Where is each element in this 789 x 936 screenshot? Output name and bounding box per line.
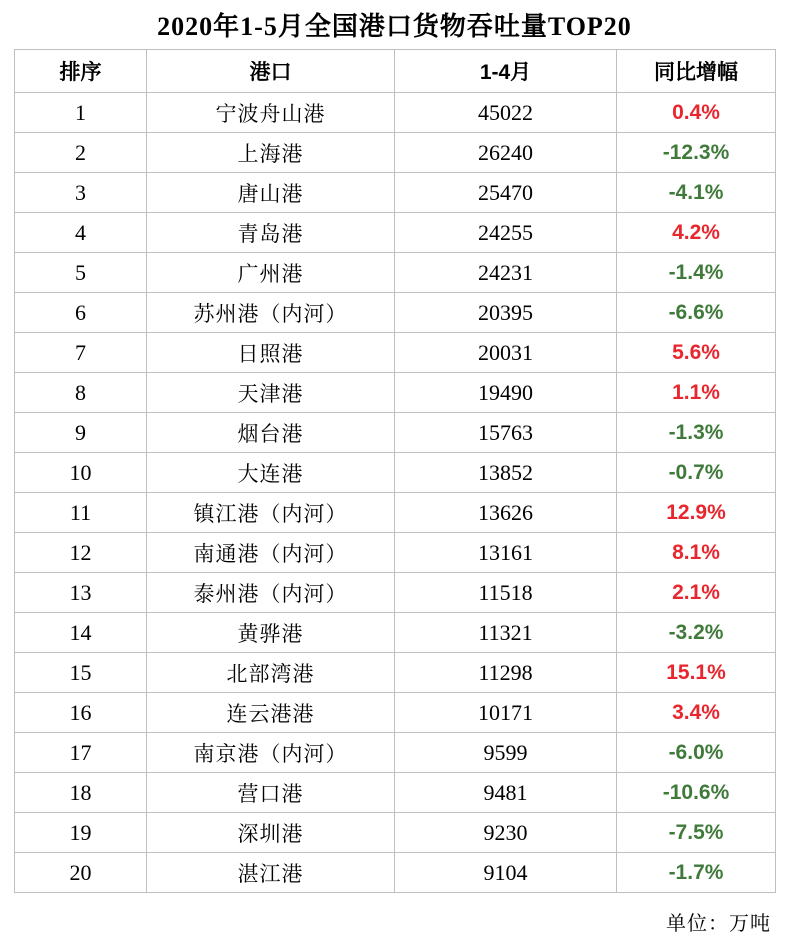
cell-value: 9104 [395,853,617,893]
cell-port: 深圳港 [147,813,395,853]
cell-port: 黄骅港 [147,613,395,653]
table-row [15,293,776,333]
column-header-rank: 排序 [15,50,147,93]
table-row [15,773,776,813]
cell-port: 日照港 [147,333,395,373]
cell-yoy: -0.7% [617,453,776,493]
cell-port: 湛江港 [147,853,395,893]
cell-rank: 4 [15,213,147,253]
cell-yoy: 3.4% [617,693,776,733]
cell-value: 13161 [395,533,617,573]
cell-value: 9599 [395,733,617,773]
table-row [15,333,776,373]
cell-yoy: -12.3% [617,133,776,173]
cell-port: 青岛港 [147,213,395,253]
cell-port: 天津港 [147,373,395,413]
cell-rank: 5 [15,253,147,293]
cell-rank: 10 [15,453,147,493]
cell-port: 烟台港 [147,413,395,453]
cell-rank: 6 [15,293,147,333]
cell-yoy: -3.2% [617,613,776,653]
table-row [15,653,776,693]
cell-rank: 11 [15,493,147,533]
cell-yoy: 8.1% [617,533,776,573]
cell-value: 20395 [395,293,617,333]
cell-yoy: 15.1% [617,653,776,693]
cell-rank: 17 [15,733,147,773]
cell-rank: 16 [15,693,147,733]
cell-value: 15763 [395,413,617,453]
cell-rank: 13 [15,573,147,613]
table-row [15,853,776,893]
cell-rank: 9 [15,413,147,453]
cell-value: 9481 [395,773,617,813]
cell-port: 连云港港 [147,693,395,733]
cell-port: 镇江港（内河） [147,493,395,533]
table-row [15,573,776,613]
cell-yoy: -1.3% [617,413,776,453]
cell-port: 广州港 [147,253,395,293]
cell-port: 营口港 [147,773,395,813]
port-throughput-table [14,49,776,893]
cell-yoy: -7.5% [617,813,776,853]
cell-value: 13626 [395,493,617,533]
cell-rank: 8 [15,373,147,413]
cell-port: 大连港 [147,453,395,493]
table-row [15,733,776,773]
table-row [15,93,776,133]
table-row [15,413,776,453]
cell-yoy: -6.0% [617,733,776,773]
table-row [15,173,776,213]
table-row [15,613,776,653]
cell-yoy: -10.6% [617,773,776,813]
cell-value: 13852 [395,453,617,493]
table-row [15,533,776,573]
table-header [15,50,776,93]
cell-yoy: 1.1% [617,373,776,413]
cell-rank: 12 [15,533,147,573]
cell-yoy: 4.2% [617,213,776,253]
cell-port: 泰州港（内河） [147,573,395,613]
cell-port: 上海港 [147,133,395,173]
cell-value: 25470 [395,173,617,213]
cell-rank: 14 [15,613,147,653]
table-row [15,693,776,733]
cell-value: 26240 [395,133,617,173]
table-row [15,493,776,533]
unit-note: 单位：万吨 [666,913,771,935]
cell-rank: 1 [15,93,147,133]
page-title: 2020年1-5月全国港口货物吞吐量TOP20 [157,12,632,41]
column-header-port: 港口 [147,50,395,93]
cell-port: 北部湾港 [147,653,395,693]
cell-yoy: -4.1% [617,173,776,213]
cell-value: 20031 [395,333,617,373]
cell-port: 南京港（内河） [147,733,395,773]
cell-port: 苏州港（内河） [147,293,395,333]
cell-value: 9230 [395,813,617,853]
cell-value: 24255 [395,213,617,253]
table-header-row [15,50,776,93]
cell-value: 11518 [395,573,617,613]
cell-rank: 15 [15,653,147,693]
cell-rank: 7 [15,333,147,373]
cell-port: 唐山港 [147,173,395,213]
cell-value: 24231 [395,253,617,293]
cell-yoy: -1.4% [617,253,776,293]
table-row [15,133,776,173]
table-body [15,93,776,893]
cell-yoy: -1.7% [617,853,776,893]
table-row [15,453,776,493]
cell-yoy: 2.1% [617,573,776,613]
column-header-yoy: 同比增幅 [617,50,776,93]
cell-rank: 19 [15,813,147,853]
cell-value: 19490 [395,373,617,413]
cell-yoy: 12.9% [617,493,776,533]
cell-value: 10171 [395,693,617,733]
table-row [15,813,776,853]
table-row [15,373,776,413]
cell-yoy: 5.6% [617,333,776,373]
cell-yoy: 0.4% [617,93,776,133]
cell-yoy: -6.6% [617,293,776,333]
cell-value: 11321 [395,613,617,653]
cell-value: 45022 [395,93,617,133]
table-row [15,253,776,293]
cell-rank: 2 [15,133,147,173]
cell-value: 11298 [395,653,617,693]
cell-port: 南通港（内河） [147,533,395,573]
cell-rank: 20 [15,853,147,893]
cell-port: 宁波舟山港 [147,93,395,133]
table-row [15,213,776,253]
column-header-value: 1-4月 [395,50,617,93]
cell-rank: 18 [15,773,147,813]
cell-rank: 3 [15,173,147,213]
